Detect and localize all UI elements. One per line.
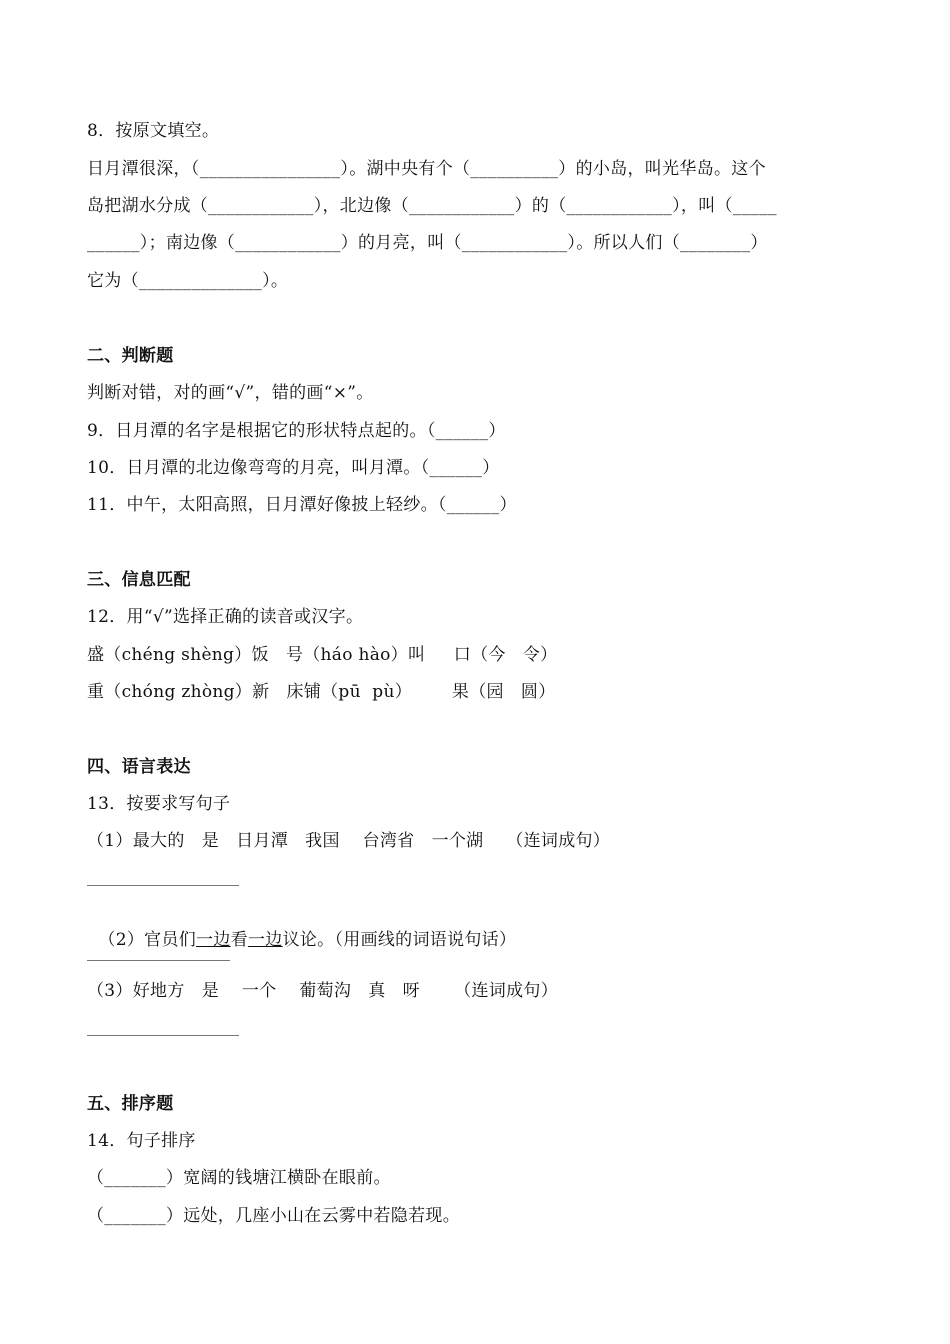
question-13: 13．按要求写句子 bbox=[87, 794, 231, 814]
section-heading-ordering: 五、排序题 bbox=[87, 1094, 174, 1114]
part-2-middle: 看 bbox=[230, 930, 248, 950]
question-14: 14．句子排序 bbox=[87, 1131, 196, 1151]
q8-line-3: ______）；南边像（____________）的月亮，叫（____________）。所以人们（________） bbox=[87, 233, 768, 253]
judgment-instruction: 判断对错，对的画“√”，错的画“×”。 bbox=[87, 383, 374, 403]
question-13-part-1: （1）最大的 是 日月潭 我国 台湾省 一个湖 （连词成句） bbox=[87, 831, 611, 851]
answer-line-1[interactable] bbox=[87, 885, 239, 886]
q8-title: 8．按原文填空。 bbox=[87, 121, 220, 141]
ordering-item-2: （_______）远处，几座小山在云雾中若隐若现。 bbox=[87, 1206, 460, 1226]
q8-line-4: 它为（______________）。 bbox=[87, 271, 289, 291]
question-13-part-3: （3）好地方 是 一个 葡萄沟 真 呀 （连词成句） bbox=[87, 981, 559, 1001]
question-10: 10．日月潭的北边像弯弯的月亮，叫月潭。（______） bbox=[87, 458, 500, 478]
section-heading-matching: 三、信息匹配 bbox=[87, 570, 191, 590]
q8-line-2: 岛把湖水分成（____________），北边像（____________）的（____________），叫（_____ bbox=[87, 196, 777, 216]
answer-line-3[interactable] bbox=[87, 1035, 239, 1036]
pinyin-row-1: 盛（chéng shèng）饭 号（háo hào）叫 口（今 令） bbox=[87, 645, 558, 665]
question-11: 11．中午，太阳高照，日月潭好像披上轻纱。（______） bbox=[87, 495, 517, 515]
q8-line-1: 日月潭很深，（________________）。湖中央有个（__________）的小岛，叫光华岛。这个 bbox=[87, 159, 766, 179]
answer-line-2[interactable] bbox=[87, 960, 230, 961]
question-12: 12．用“√”选择正确的读音或汉字。 bbox=[87, 607, 364, 627]
question-13-part-2 bbox=[87, 904, 920, 952]
section-heading-expression: 四、语言表达 bbox=[87, 757, 191, 777]
question-9: 9．日月潭的名字是根据它的形状特点起的。（______） bbox=[87, 421, 506, 441]
part-2-prefix: （2）官员们 bbox=[98, 930, 197, 950]
ordering-item-1: （_______）宽阔的钱塘江横卧在眼前。 bbox=[87, 1168, 391, 1188]
section-heading-judgment: 二、判断题 bbox=[87, 346, 174, 366]
underlined-word: 一边 bbox=[196, 930, 231, 950]
underlined-word: 一边 bbox=[247, 930, 283, 950]
part-2-suffix: 议论。（用画线的词语说句话） bbox=[282, 930, 517, 950]
pinyin-row-2: 重（chóng zhòng）新 床铺（pū pù） 果（园 圆） bbox=[87, 682, 556, 702]
